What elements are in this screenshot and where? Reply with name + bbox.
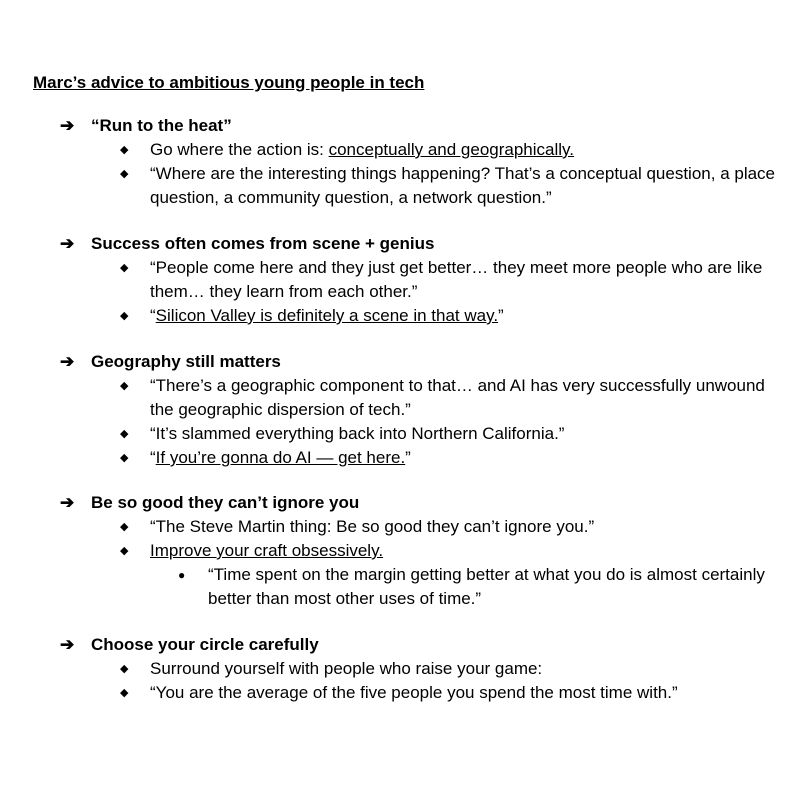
section-geography [0,350,800,470]
list-item-text [150,138,775,162]
arrow-bullet-icon: ➔ [60,116,75,135]
list-item-text: Improve your craft obsessively. [150,541,384,560]
diamond-bullet-icon: ◆ [120,144,129,156]
section-heading [0,232,800,256]
list-item [0,374,800,422]
list-item [0,657,800,681]
diamond-bullet-icon: ◆ [120,428,129,440]
section-heading [0,114,800,138]
list-item-text-prefix: “ [150,306,156,325]
arrow-bullet-icon: ➔ [60,234,75,253]
section-run-to-the-heat [0,114,800,210]
diamond-bullet-icon: ◆ [120,521,129,533]
section-heading-text: “Run to the heat” [91,116,232,135]
list-item-text: “The Steve Martin thing: Be so good they can’t ignore you.” [150,517,595,536]
section-heading [0,633,800,657]
list-item-text: “Where are the interesting things happening? That’s a conceptual question, a place question, a community question, a network question.” [150,164,776,207]
list-item-text-suffix: ” [405,448,411,467]
diamond-bullet-icon: ◆ [120,687,129,699]
section-scene-genius [0,232,800,328]
list-item-text: “You are the average of the five people you spend the most time with.” [150,683,678,702]
section-heading-text: Be so good they can’t ignore you [91,493,360,512]
diamond-bullet-icon: ◆ [120,262,129,274]
section-heading [0,491,800,515]
list-item-text: Surround yourself with people who raise your game: [150,659,543,678]
arrow-bullet-icon: ➔ [60,352,75,371]
list-item-text-prefix: Go where the action is: [150,140,329,159]
list-item-text [150,304,775,328]
section-heading [0,350,800,374]
list-item-text [150,446,775,470]
list-item [0,162,800,210]
diamond-bullet-icon: ◆ [120,663,129,675]
list-item [0,446,800,470]
section-heading-text: Choose your circle carefully [91,635,319,654]
underlined-text: If you’re gonna do AI — get here. [155,448,406,467]
list-item [0,256,800,304]
diamond-bullet-icon: ◆ [120,380,129,392]
underlined-text: Silicon Valley is definitely a scene in that way. [155,306,499,325]
nested-list-item [0,563,800,611]
round-bullet-icon: ● [178,568,186,582]
diamond-bullet-icon: ◆ [120,545,129,557]
underlined-text: conceptually and geographically. [328,140,574,159]
list-item-text-suffix: ” [498,306,504,325]
section-so-good [0,491,800,611]
list-item [0,515,800,539]
list-item [0,681,800,705]
diamond-bullet-icon: ◆ [120,452,129,464]
list-item [0,422,800,446]
list-item [0,304,800,328]
list-item [0,539,800,563]
arrow-bullet-icon: ➔ [60,635,75,654]
list-item-text: “People come here and they just get better… they meet more people who are like them… they learn from each other.” [150,258,763,301]
list-item-text-prefix: “ [150,448,156,467]
list-item-text: “There’s a geographic component to that… and AI has very successfully unwound the geographic dispersion of tech.” [150,376,765,419]
diamond-bullet-icon: ◆ [120,310,129,322]
arrow-bullet-icon: ➔ [60,493,75,512]
list-item-text: “Time spent on the margin getting better at what you do is almost certainly better than most other uses of time.” [208,565,765,608]
section-heading-text: Geography still matters [91,352,281,371]
list-item [0,138,800,162]
diamond-bullet-icon: ◆ [120,168,129,180]
section-circle [0,633,800,705]
page-title: Marc’s advice to ambitious young people in tech [33,73,425,92]
list-item-text: “It’s slammed everything back into Northern California.” [150,424,565,443]
section-heading-text: Success often comes from scene + genius [91,234,435,253]
